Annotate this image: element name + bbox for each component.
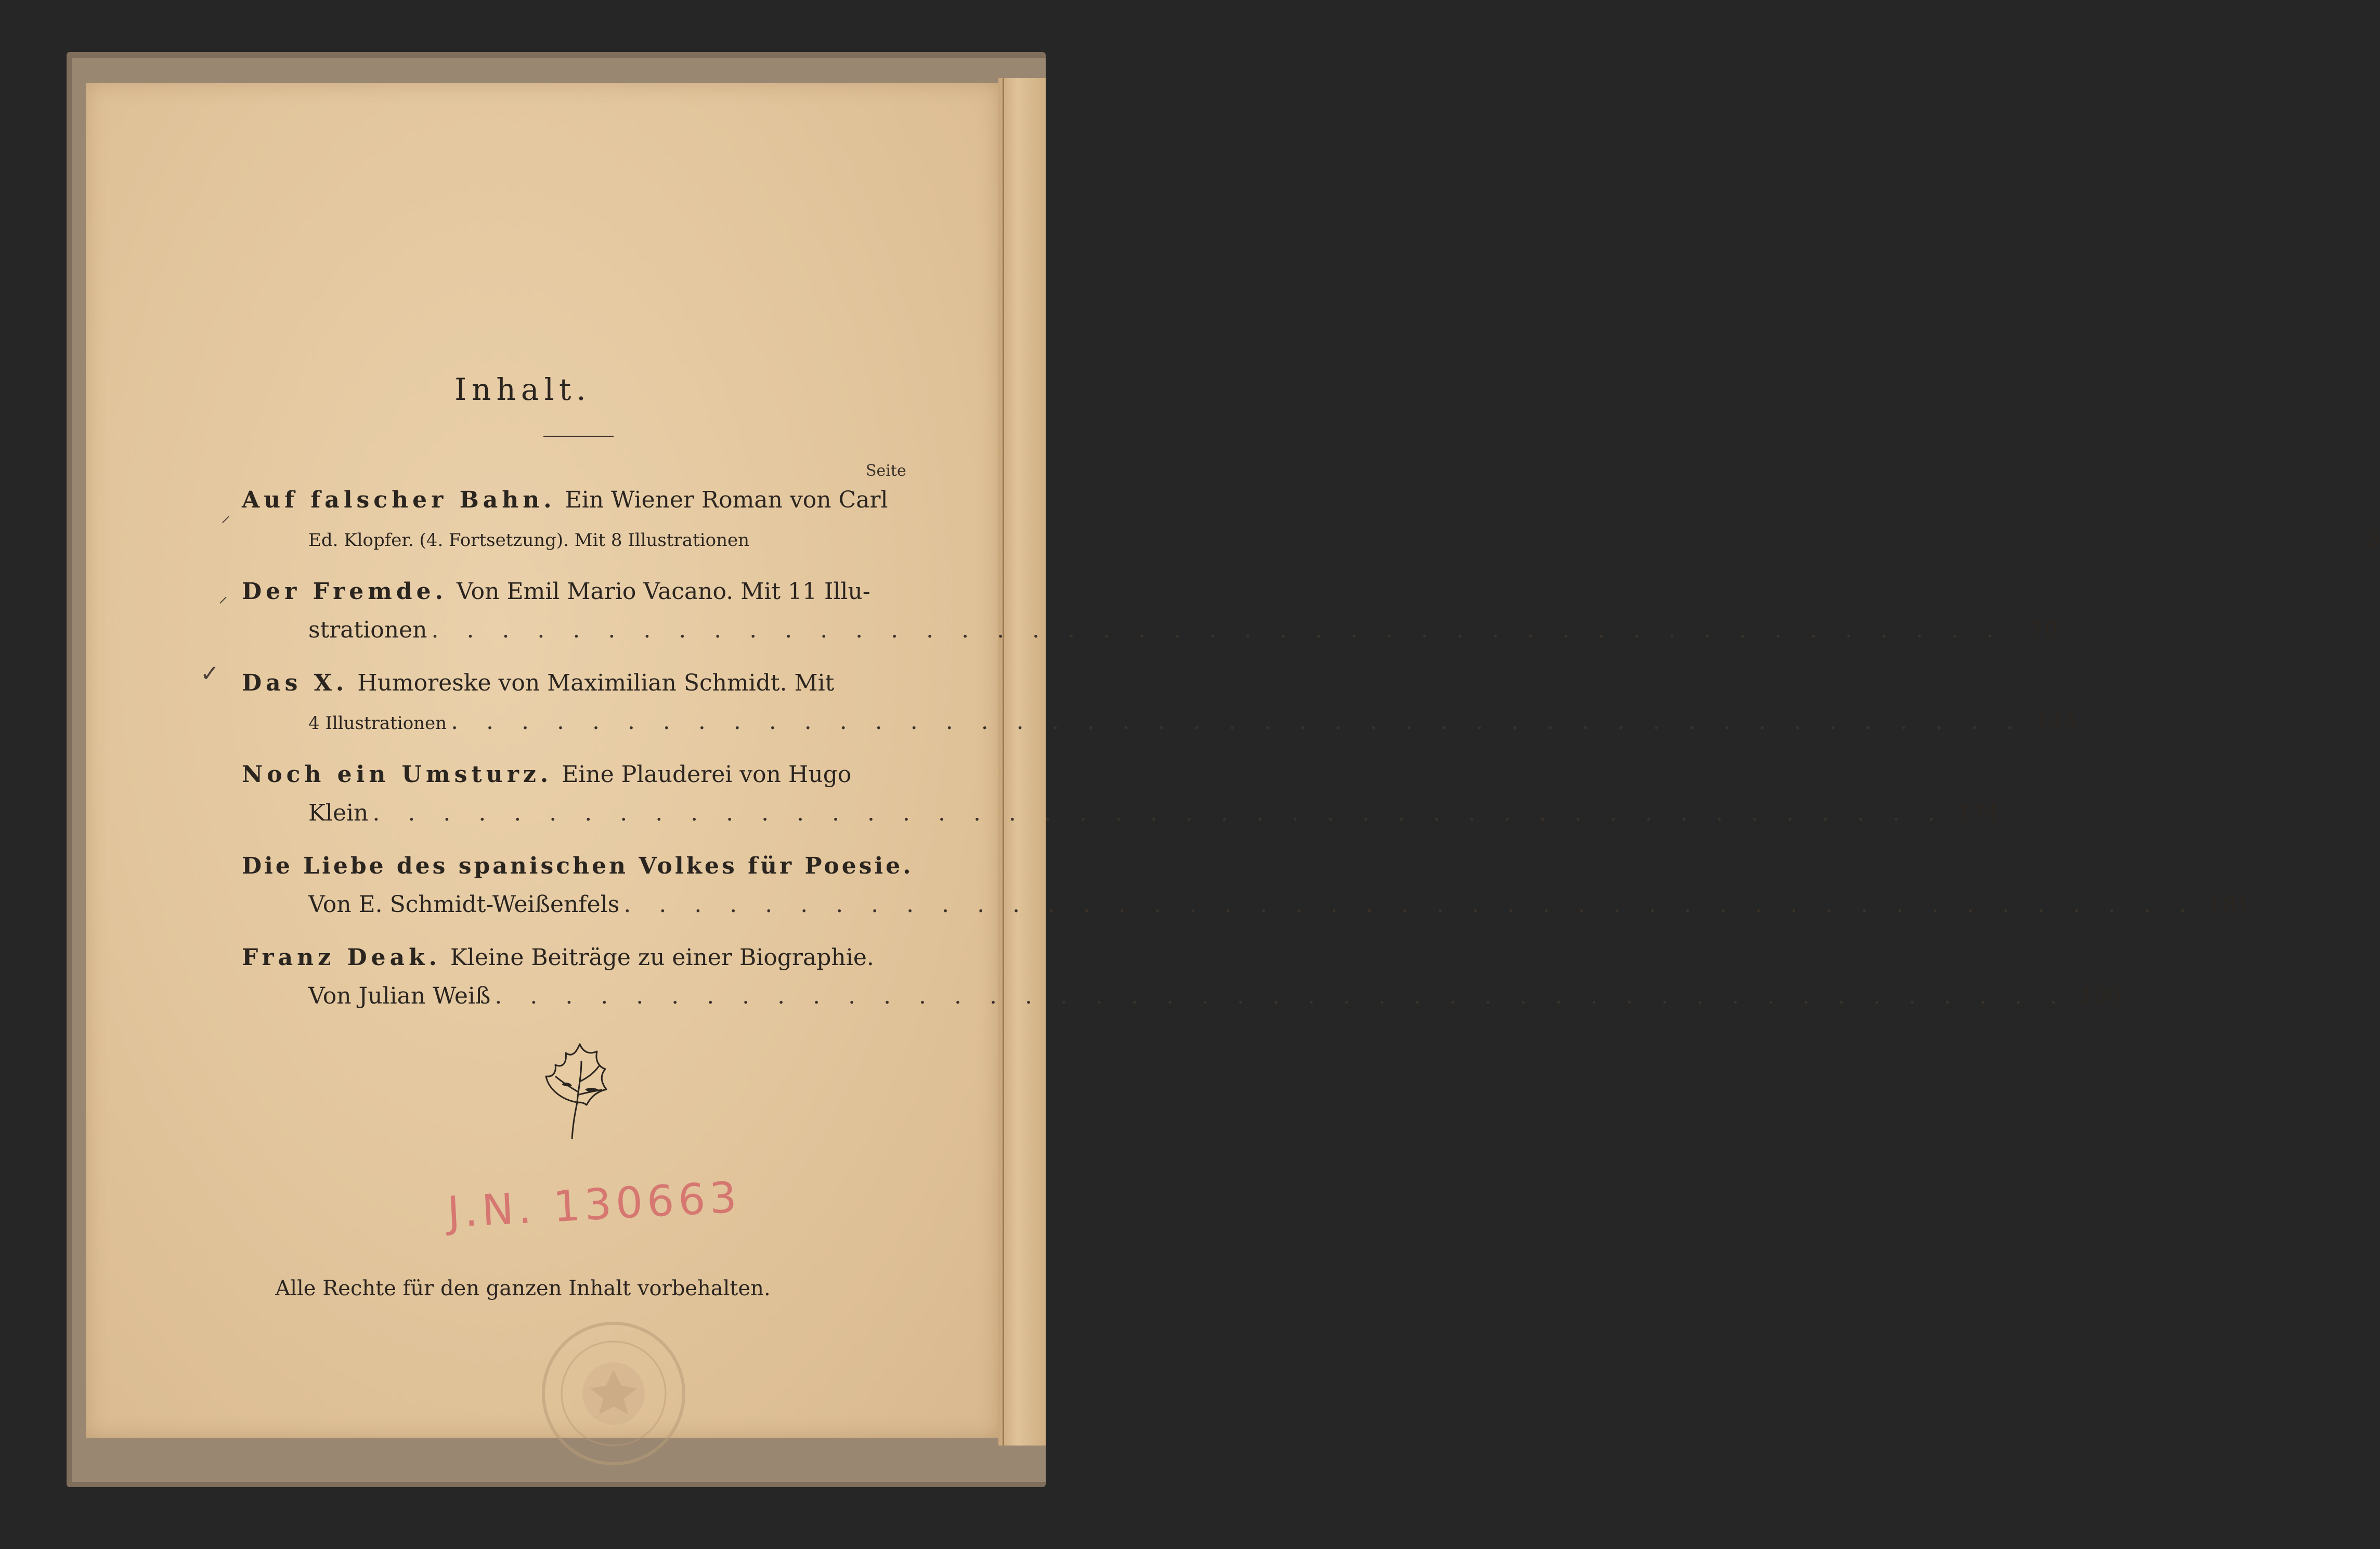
spine-line — [1003, 78, 1004, 1446]
facing-page-edge — [998, 78, 1046, 1446]
entry-text: Von E. Schmidt-Weißenfels — [308, 891, 620, 918]
leader-dots — [432, 611, 2005, 649]
toc-entry — [242, 756, 1999, 832]
page-number: 181 — [2208, 892, 2251, 917]
entry-text: strationen — [308, 617, 427, 643]
page-number: 190 — [2079, 983, 2122, 1009]
toc-line — [242, 481, 928, 519]
entry-text: Ed. Klopfer. (4. Fortsetzung). Mit 8 Illustrationen — [308, 530, 749, 551]
entry-text: Ein Wiener Roman von Carl — [565, 487, 888, 513]
page-number: 174 — [1957, 800, 1999, 826]
entry-title: Die Liebe des spanischen Volkes für Poesie. — [242, 853, 914, 879]
leader-dots — [372, 794, 1945, 832]
entry-title: Noch ein Umsturz. — [242, 761, 553, 788]
entry-title: Auf falscher Bahn. — [242, 487, 556, 513]
entry-text: Von Julian Weiß — [308, 983, 491, 1009]
toc-line — [242, 886, 2251, 924]
toc-line — [242, 702, 2077, 741]
page-number: 144 — [2035, 709, 2077, 734]
toc-entry — [242, 572, 2058, 649]
leader-dots — [451, 702, 2024, 741]
title-rule — [543, 436, 614, 437]
toc-line — [242, 756, 928, 794]
toc-entry — [242, 481, 2380, 558]
toc-line — [242, 847, 928, 886]
toc-entry — [242, 664, 2077, 741]
entry-text: Eine Plauderei von Hugo — [562, 761, 852, 788]
page-number: 70 — [2030, 617, 2058, 643]
toc-entry — [242, 847, 2251, 924]
page-title: Inhalt. — [454, 372, 591, 407]
leader-dots — [623, 886, 2196, 924]
check-mark-icon: ✓ — [200, 660, 219, 687]
rights-notice: Alle Rechte für den ganzen Inhalt vorbehalten. — [275, 1277, 771, 1300]
entry-title: Franz Deak. — [242, 944, 441, 971]
entry-text: Kleine Beiträge zu einer Biographie. — [450, 944, 874, 971]
leaf-ornament-icon — [541, 1040, 608, 1144]
toc-line — [242, 572, 928, 611]
check-mark-icon: ⸝ — [218, 585, 228, 607]
toc-line — [242, 664, 928, 702]
inventory-number-stamp: J.N. 130663 — [446, 1173, 742, 1238]
seite-label: Seite — [866, 462, 906, 480]
toc-entry — [242, 939, 2122, 1016]
entry-text: Von Emil Mario Vacano. Mit 11 Illu- — [456, 578, 870, 605]
page-number: 3 — [2366, 526, 2380, 551]
check-mark-icon: ⸝ — [221, 505, 230, 526]
library-seal-icon — [536, 1316, 692, 1472]
table-of-contents — [242, 481, 2380, 1030]
toc-line — [242, 611, 2058, 649]
toc-line — [242, 794, 1999, 832]
toc-line — [242, 519, 2380, 558]
entry-text: 4 Illustrationen — [308, 713, 447, 734]
entry-text: Klein — [308, 800, 369, 826]
leader-dots — [495, 977, 2067, 1016]
entry-title: Das X. — [242, 670, 348, 696]
toc-line — [242, 939, 928, 977]
entry-text: Humoreske von Maximilian Schmidt. Mit — [357, 670, 835, 696]
toc-line — [242, 977, 2122, 1016]
entry-title: Der Fremde. — [242, 578, 447, 605]
